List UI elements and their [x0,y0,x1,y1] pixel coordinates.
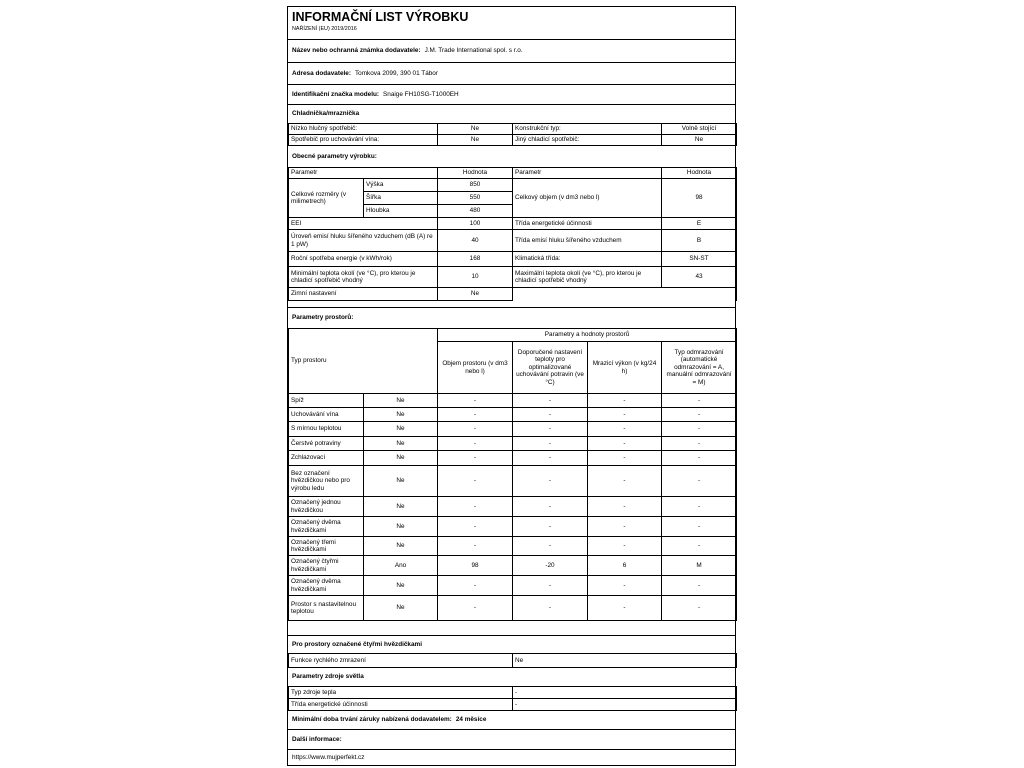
compartment-value: - [662,517,737,537]
compartment-value: - [588,451,662,466]
table-row: Úroveň emisí hluku šířeného vzduchem (dB (A) re 1 pW) 40 Třída emisí hluku šířeného vzduchem B [289,230,737,252]
compartment-value: Ne [364,394,438,408]
compartment-value: - [438,537,513,556]
compartment-value: Ano [364,556,438,576]
compartment-type: Uchovávání vína [289,408,364,422]
compartment-value: - [513,422,588,437]
compartment-type-header: Typ prostoru [289,329,438,394]
warranty-row [288,710,735,729]
compartment-value: -20 [513,556,588,576]
compartment-value: - [438,497,513,517]
compartment-value: - [513,576,588,596]
compartment-type: Bez označení hvězdičkou nebo pro výrobu ledu [289,466,364,497]
four-star-section-heading: Pro prostory označené čtyřmi hvězdičkami [288,635,735,653]
table-row: Šířka 550 [289,192,737,205]
compartment-value: - [662,576,737,596]
table-header-row [289,329,737,342]
product-information-sheet [287,6,736,766]
compartments-table [288,328,737,621]
compartment-value: - [588,422,662,437]
light-source-table [288,686,737,711]
compartment-value: Ne [364,537,438,556]
table-row [289,437,737,451]
compartment-type: Označený dvěma hvězdičkami [289,517,364,537]
compartment-value: - [662,437,737,451]
table-row [289,556,737,576]
compartment-value: - [588,517,662,537]
compartment-value: - [662,394,737,408]
compartment-value: - [513,466,588,497]
supplier-name-label: Název nebo ochranná známka dodavatele: [292,47,421,55]
compartment-value: Ne [364,517,438,537]
table-row [289,394,737,408]
table-row: EEI 100 Třída energetické účinnosti E [289,218,737,230]
compartment-value: Ne [364,451,438,466]
table-row [289,517,737,537]
table-row: Roční spotřeba energie (v kWh/rok) 168 Klimatická třída: SN-ST [289,252,737,267]
model-label: Identifikační značka modelu: [292,90,380,98]
compartment-value: Ne [364,408,438,422]
compartment-value: - [588,596,662,621]
website-link[interactable]: https://www.mujperfekt.cz [292,754,365,762]
compartment-value: - [513,537,588,556]
table-header-row: Objem prostoru (v dm3 nebo l) Doporučené nastavení teploty pro optimalizované uchovávání potravin (ve °C) Mrazicí výkon (v kg/24 h) Typ odmrazování (automatické odmrazování = A, manuální odmrazování = M) [289,342,737,394]
compartment-value: - [513,437,588,451]
compartment-type: Prostor s nastavitelnou teplotou [289,596,364,621]
supplier-name-row [288,39,735,62]
compartment-value: - [662,408,737,422]
volume-value: 98 [662,179,737,218]
compartment-group-header: Parametry a hodnoty prostorů [438,329,737,342]
general-parameters-table [288,167,737,301]
model-identifier: Snaige FH10SG-T1000EH [383,90,459,98]
volume-label: Celkový objem (v dm3 nebo l) [513,179,662,218]
table-row [289,596,737,621]
compartment-value: - [662,537,737,556]
compartment-value: - [662,451,737,466]
compartments-section-heading: Parametry prostorů: [288,307,735,328]
table-row [289,576,737,596]
compartment-value: - [662,466,737,497]
regulation-reference: NAŘÍZENÍ (EU) 2019/2016 [292,26,357,32]
compartment-value: - [513,451,588,466]
compartment-value: Ne [364,576,438,596]
more-info-label: Další informace: [292,735,342,743]
warranty-value: 24 měsíce [455,716,487,724]
compartment-value: - [588,466,662,497]
fridge-section-heading: Chladnička/mraznička [288,104,735,123]
sheet-header [288,7,735,39]
table-row: Hloubka 480 [289,205,737,218]
more-info-row [288,729,735,749]
general-section-heading: Obecné parametry výrobku: [288,145,735,167]
compartment-type: Označený dvěma hvězdičkami [289,576,364,596]
compartment-value: 98 [438,556,513,576]
table-row [289,408,737,422]
compartment-type: Označený čtyřmi hvězdičkami [289,556,364,576]
compartment-value: - [438,394,513,408]
compartment-value: 6 [588,556,662,576]
compartment-type: Spíž [289,394,364,408]
compartment-value: - [438,576,513,596]
compartment-value: Ne [364,437,438,451]
compartment-value: Ne [364,422,438,437]
table-row [289,422,737,437]
compartment-value: - [588,497,662,517]
fast-freeze-table [288,653,737,668]
compartment-value: - [513,596,588,621]
compartment-value: - [588,408,662,422]
compartment-value: - [662,497,737,517]
compartment-value: - [662,422,737,437]
table-row [289,466,737,497]
compartment-value: - [513,517,588,537]
table-row: Nízko hlučný spotřebič: Ne Konstrukční typ: Volně stojící [289,124,737,135]
table-row: Minimální teplota okolí (ve °C), pro kterou je chladicí spotřebič vhodný 10 Maximální teplota okolí (ve °C), pro kterou je chladicí spotřebič vhodný 43 [289,267,737,288]
table-row: Třída energetické účinnosti - [289,699,737,711]
compartment-value: - [588,576,662,596]
website-row [288,749,735,766]
compartment-value: - [438,596,513,621]
table-row: Celkové rozměry (v milimetrech) Výška 850 Celkový objem (v dm3 nebo l) 98 [289,179,737,192]
compartment-value: - [588,537,662,556]
table-row: Funkce rychlého zmrazení Ne [289,654,737,668]
compartment-value: - [438,408,513,422]
table-row: Zimní nastavení Ne [289,288,737,301]
compartment-value: - [588,437,662,451]
compartment-value: - [513,394,588,408]
compartment-type: Čerstvé potraviny [289,437,364,451]
fridge-table [288,123,737,146]
compartment-value: - [588,394,662,408]
light-section-heading: Parametry zdroje světla [288,667,735,686]
compartment-type: S mírnou teplotou [289,422,364,437]
compartment-value: M [662,556,737,576]
supplier-name: J.M. Trade International spol. s r.o. [424,47,523,55]
table-row [289,537,737,556]
compartment-type: Zchlazovací [289,451,364,466]
compartment-value: - [438,437,513,451]
compartment-value: - [438,466,513,497]
dimensions-label: Celkové rozměry (v milimetrech) [289,179,364,218]
compartment-value: - [513,497,588,517]
supplier-address-label: Adresa dodavatele: [292,69,351,77]
table-row [289,451,737,466]
compartment-value: - [438,517,513,537]
table-header-row: Parametr Hodnota Parametr Hodnota [289,168,737,179]
table-row: Spotřebič pro uchovávání vína: Ne Jiný chladicí spotřebič: Ne [289,135,737,146]
supplier-address: Tomkova 2099, 390 01 Tábor [354,69,438,77]
sheet-title: INFORMAČNÍ LIST VÝROBKU [292,10,469,24]
table-row: Typ zdroje tepla - [289,687,737,699]
compartment-value: - [438,451,513,466]
warranty-label: Minimální doba trvání záruky nabízená dodavatelem: [292,716,452,724]
table-row [289,497,737,517]
compartment-value: - [438,422,513,437]
compartment-value: Ne [364,596,438,621]
compartment-type: Označený jednou hvězdičkou [289,497,364,517]
supplier-address-row [288,62,735,84]
compartment-value: Ne [364,497,438,517]
model-row [288,84,735,104]
compartment-value: - [513,408,588,422]
compartment-value: Ne [364,466,438,497]
compartment-type: Označený třemi hvězdičkami [289,537,364,556]
compartment-value: - [662,596,737,621]
